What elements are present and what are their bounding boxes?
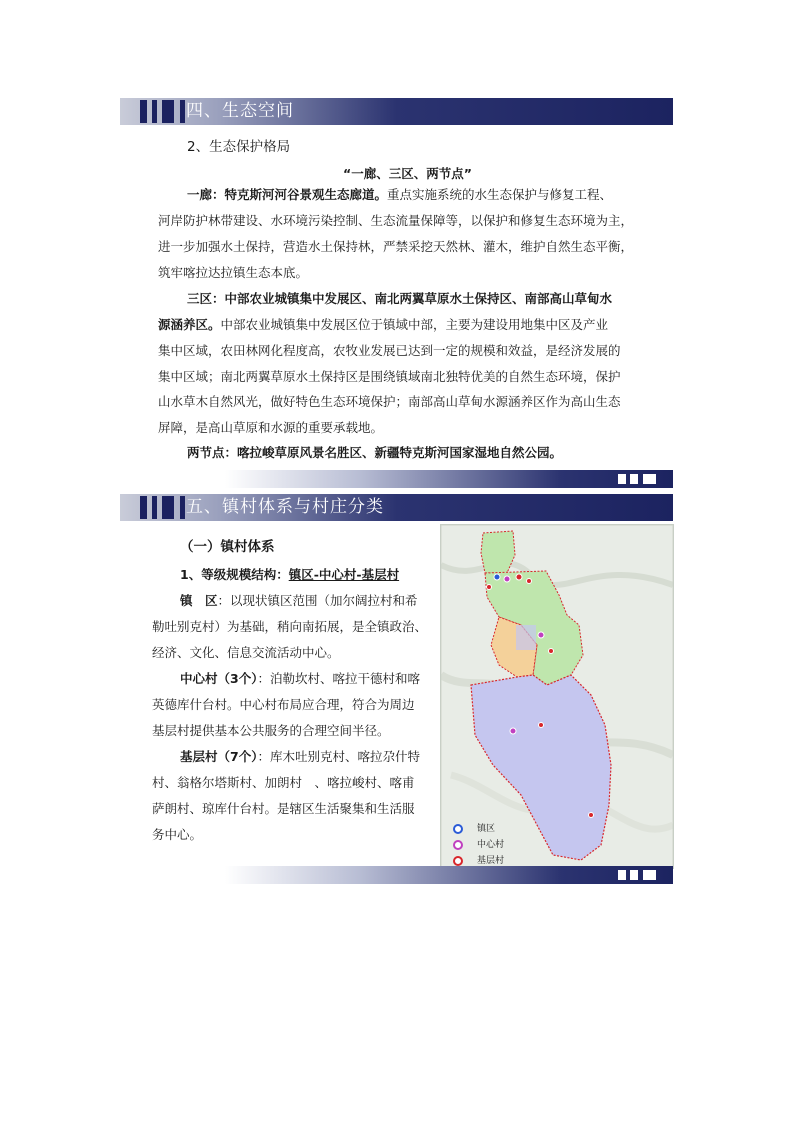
legend-label-base-village: 基层村 xyxy=(477,856,505,866)
section-banner-4 xyxy=(120,98,673,125)
legend-label-center-village: 中心村 xyxy=(477,840,505,850)
p2-line2 xyxy=(158,314,608,335)
zx-line3: 基层村提供基本公共服务的合理空间半径。 xyxy=(152,723,390,738)
hierarchy-structure: 镇区-中心村-基层村 xyxy=(288,567,400,582)
subtitle-eco-pattern: 2、生态保护格局 xyxy=(187,139,291,155)
section-5-footer-bar xyxy=(225,866,673,884)
legend-label-town: 镇区 xyxy=(477,824,496,834)
legend-dot-base-village xyxy=(453,856,463,866)
section-5-title: 五、镇村体系与村庄分类 xyxy=(186,497,384,517)
legend-dot-center-village xyxy=(453,840,463,850)
p1-text: 重点实施系统的水生态保护与修复工程、 xyxy=(387,187,613,202)
map-graphic xyxy=(441,525,673,868)
p1-line3: 进一步加强水土保持，营造水土保持林，严禁采挖天然林、灌木，维护自然生态平衡， xyxy=(158,239,634,254)
p1-line2: 河岸防护林带建设、水环境污染控制、生态流量保障等，以保护和修复生态环境为主， xyxy=(158,213,634,228)
p1-line4: 筑牢喀拉达拉镇生态本底。 xyxy=(158,265,309,280)
legend-dot-town xyxy=(453,824,463,834)
hierarchy-line xyxy=(180,564,399,585)
p2-line6: 屏障，是高山草原和水源的重要承载地。 xyxy=(158,420,384,435)
jc-line1 xyxy=(180,746,420,767)
pattern-quote: “一廊、三区、两节点” xyxy=(343,166,472,181)
p2-bold2: 源涵养区。 xyxy=(158,317,221,332)
p2-text: 中部农业城镇集中发展区位于镇域中部，主要为建设用地集中区及产业 xyxy=(220,317,609,332)
p2-line3: 集中区域，农田林网化程度高，农牧业发展已达到一定的规模和效益，是经济发展的 xyxy=(158,343,621,358)
zq-label: 镇 区 xyxy=(180,593,218,608)
jc-line4: 务中心。 xyxy=(152,827,203,842)
section-4-title: 四、生态空间 xyxy=(186,101,294,121)
hierarchy-prefix: 1、等级规模结构： xyxy=(180,567,289,582)
town-village-map xyxy=(440,524,674,869)
zx-line2: 英德库什台村。中心村布局应合理，符合为周边 xyxy=(152,697,415,712)
jc-text: ：库木吐别克村、喀拉尕什特 xyxy=(257,749,420,764)
p1-bold: 一廊：特克斯河河谷景观生态廊道。 xyxy=(187,187,388,202)
p3-bold: 两节点：喀拉峻草原风景名胜区、新疆特克斯河国家湿地自然公园。 xyxy=(187,445,563,460)
section-banner-5 xyxy=(120,494,673,521)
jc-line3: 萨朗村、琼库什台村。是辖区生活聚集和生活服 xyxy=(152,801,415,816)
p2-line4: 集中区域；南北两翼草原水土保持区是围绕镇域南北独特优美的自然生态环境，保护 xyxy=(158,369,621,384)
p2-bold-line1: 三区：中部农业城镇集中发展区、南北两翼草原水土保持区、南部高山草甸水 xyxy=(187,291,613,306)
zq-text: ：以现状镇区范围（加尔阔拉村和希 xyxy=(217,593,418,608)
sub-town-village-system: （一）镇村体系 xyxy=(180,539,275,555)
jc-label: 基层村（7个） xyxy=(180,749,258,764)
p2-line5: 山水草木自然风光，做好特色生态环境保护；南部高山草甸水源涵养区作为高山生态 xyxy=(158,394,621,409)
purple-block xyxy=(516,625,536,650)
zq-line3: 经济、文化、信息交流活动中心。 xyxy=(152,645,340,660)
jc-line2: 村、翁格尔塔斯村、加朗村 、喀拉峻村、喀甫 xyxy=(152,775,415,790)
zx-text: ：泊勒坎村、喀拉干德村和喀 xyxy=(257,671,420,686)
zx-label: 中心村（3个） xyxy=(180,671,258,686)
zx-line1 xyxy=(180,668,420,689)
p1-line1 xyxy=(187,184,612,205)
north-green-region xyxy=(481,531,515,573)
zq-line2: 勒吐别克村）为基础，稍向南拓展，是全镇政治、 xyxy=(152,619,428,634)
zq-line1 xyxy=(180,590,418,611)
section-4-footer-bar xyxy=(225,470,673,488)
